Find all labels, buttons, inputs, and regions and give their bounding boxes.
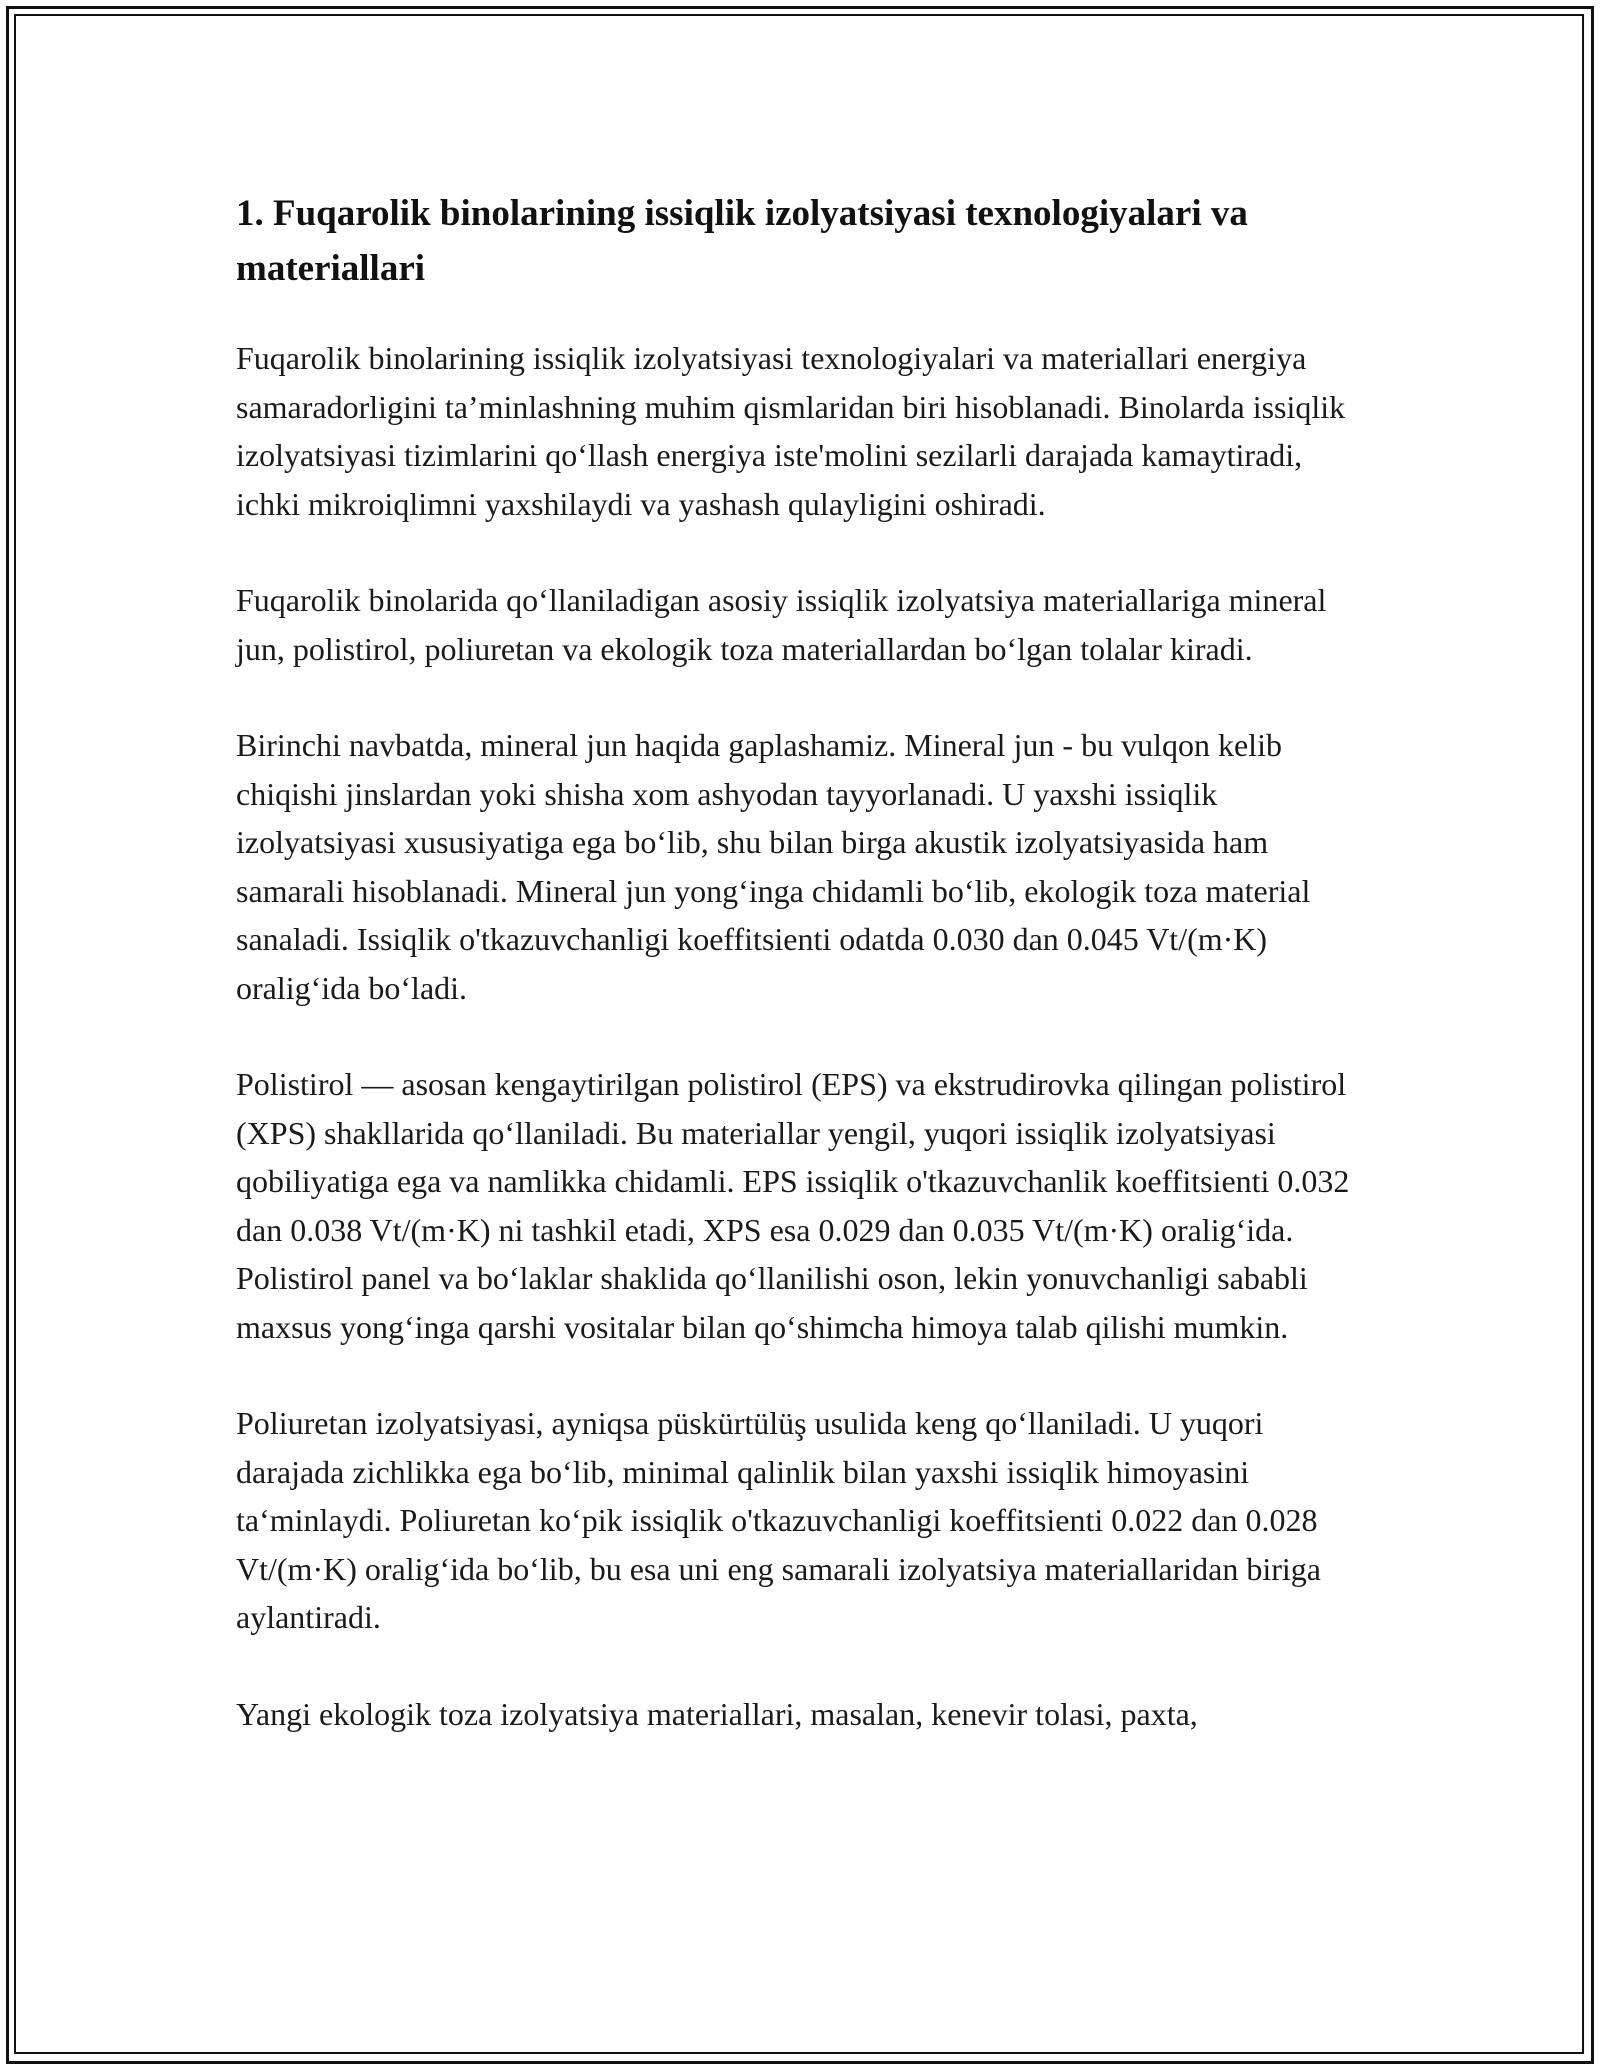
section-heading: 1. Fuqarolik binolarining issiqlik izolyatsiyasi texnologiyalari va materiallari	[236, 193, 1248, 289]
paragraph-mineral-wool: Birinchi navbatda, mineral jun haqida gaplashamiz. Mineral jun - bu vulqon kelib chiqishi jinslardan yoki shisha xom ashyodan tayyorlanadi. U yaxshi issiqlik izolyatsiyasi xususiyatiga ega bo‘lib, shu bilan birga akustik izolyatsiyasida ham samarali hisoblanadi. Mineral jun yong‘inga chidamli bo‘lib, ekologik toza material sanaladi. Issiqlik o'tkazuvchanligi koeffitsienti odatda 0.030 dan 0.045 Vt/(m·K) oralig‘ida bo‘ladi.	[236, 727, 1311, 1006]
paragraph-intro: Fuqarolik binolarining issiqlik izolyatsiyasi texnologiyalari va materiallari energiya samaradorligini ta’minlashning muhim qismlaridan biri hisoblanadi. Binolarda issiqlik izolyatsiyasi tizimlarini qo‘llash energiya iste'molini sezilarli darajada kamaytiradi, ichki mikroiqlimni yaxshilaydi va yashash qulayligini oshiradi.	[236, 340, 1346, 522]
document-body	[236, 186, 1371, 1786]
paragraph-polystyrene: Polistirol — asosan kengaytirilgan polistirol (EPS) va ekstrudirovka qilingan polistirol (XPS) shakllarida qo‘llaniladi. Bu materiallar yengil, yuqori issiqlik izolyatsiyasi qobiliyatiga ega va namlikka chidamli. EPS issiqlik o'tkazuvchanlik koeffitsienti 0.032 dan 0.038 Vt/(m·K) ni tashkil etadi, XPS esa 0.029 dan 0.035 Vt/(m·K) oralig‘ida. Polistirol panel va bo‘laklar shaklida qo‘llanilishi oson, lekin yonuvchanligi sababli maxsus yong‘inga qarshi vositalar bilan qo‘shimcha himoya talab qilishi mumkin.	[236, 1066, 1350, 1345]
paragraph-eco-materials: Yangi ekologik toza izolyatsiya materiallari, masalan, kenevir tolasi, paxta,	[236, 1695, 1198, 1732]
paragraph-polyurethane: Poliuretan izolyatsiyasi, ayniqsa püskürtülüş usulida keng qo‘llaniladi. U yuqori darajada zichlikka ega bo‘lib, minimal qalinlik bilan yaxshi issiqlik himoyasini ta‘minlaydi. Poliuretan ko‘pik issiqlik o'tkazuvchanligi koeffitsienti 0.022 dan 0.028 Vt/(m·K) oralig‘ida bo‘lib, bu esa uni eng samarali izolyatsiya materiallaridan biriga aylantiradi.	[236, 1405, 1321, 1635]
paragraph-materials-list: Fuqarolik binolarida qo‘llaniladigan asosiy issiqlik izolyatsiya materiallariga mineral jun, polistirol, poliuretan va ekologik toza materiallardan bo‘lgan tolalar kiradi.	[236, 582, 1327, 667]
